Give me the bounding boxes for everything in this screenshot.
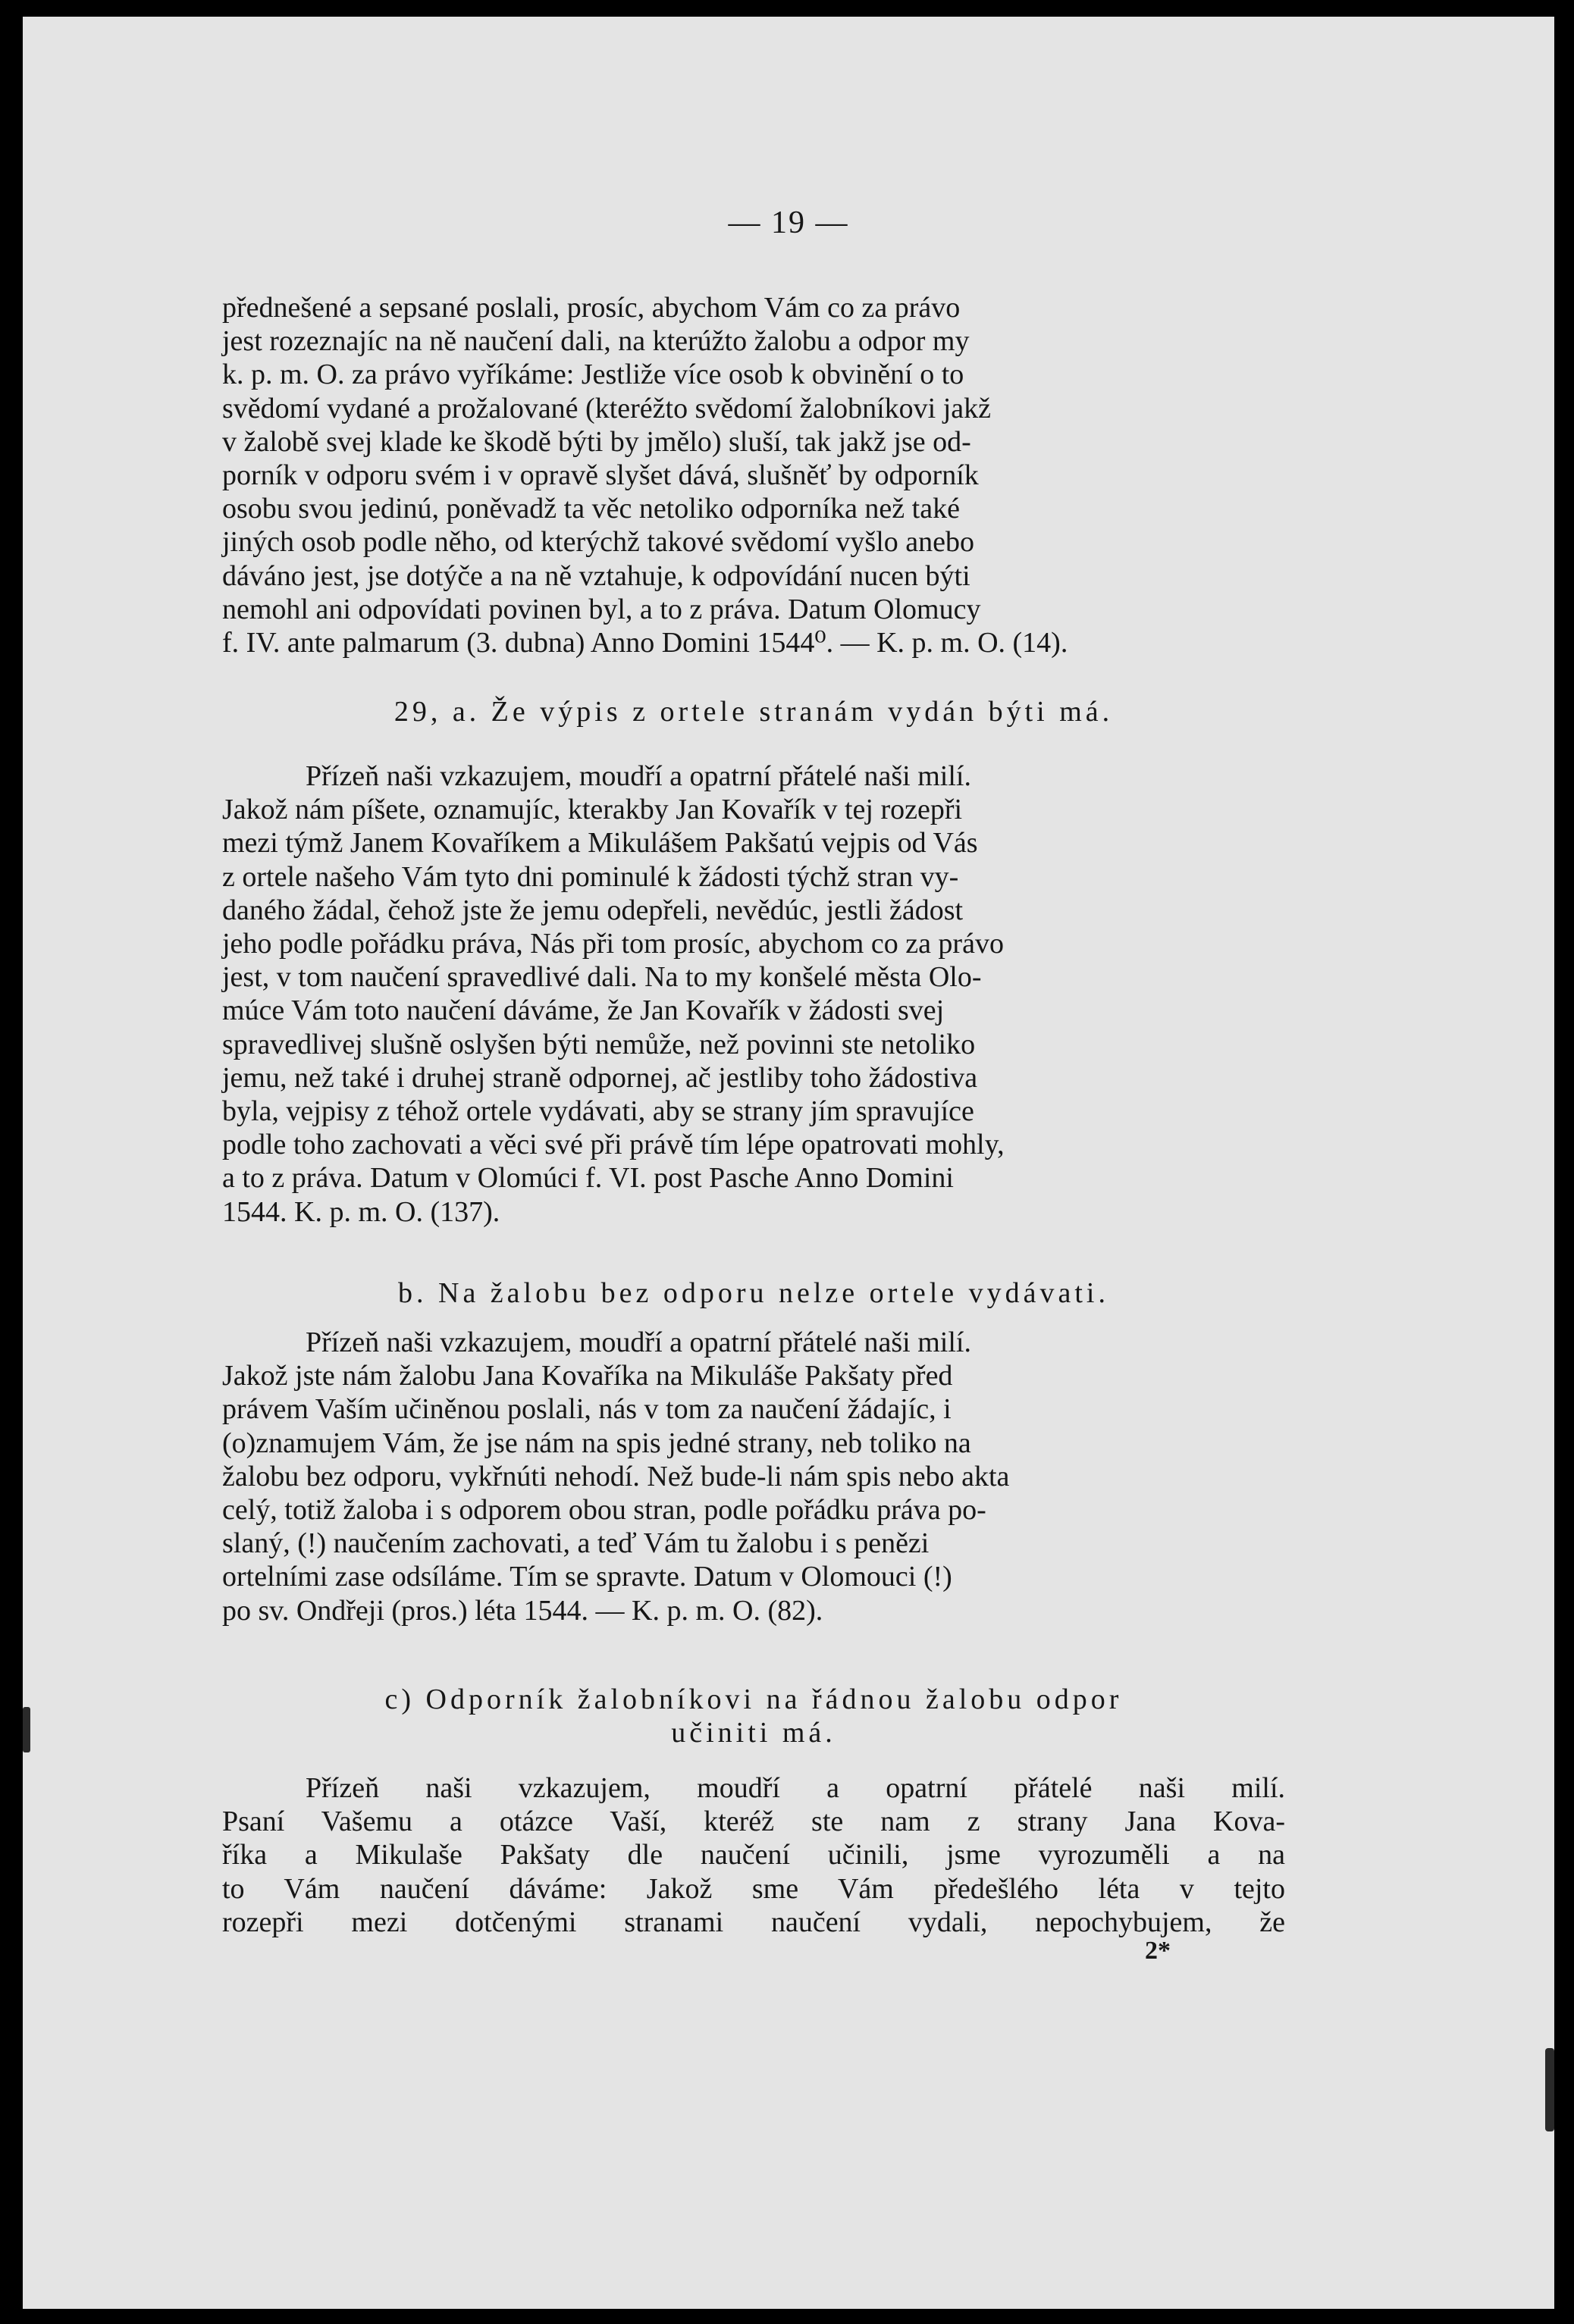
text-line: jest, v tom naučení spravedlivé dali. Na to my konšelé města Olo- <box>222 961 982 994</box>
scan-edge-mark <box>23 1707 30 1752</box>
text-line: celý, totiž žaloba i s odporem obou stran, podle pořádku práva po- <box>222 1494 986 1527</box>
text-line: jeho podle pořádku práva, Nás při tom prosíc, abychom co za právo <box>222 928 1004 960</box>
text-line: říka a Mikulaše Pakšaty dle naučení učinili, jsme vyrozuměli a na <box>222 1839 1285 1871</box>
text-line: Jakož jste nám žalobu Jana Kovaříka na Mikuláše Pakšaty před <box>222 1360 953 1392</box>
text-line: osobu svou jedinú, poněvadž ta věc netoliko odporníka než také <box>222 493 960 525</box>
text-line: právem Vaším učiněnou poslali, nás v tom za naučení žádajíc, i <box>222 1393 952 1426</box>
text-line: a to z práva. Datum v Olomúci f. VI. post Pasche Anno Domini <box>222 1162 954 1195</box>
text-line: 1544. K. p. m. O. (137). <box>222 1195 500 1228</box>
text-line: jest rozeznajíc na ně naučení dali, na kterúžto žalobu a odpor my <box>222 325 970 358</box>
section-c-heading <box>222 1683 1285 1749</box>
text-line: ortelními zase odsíláme. Tím se spravte. Datum v Olomouci (!) <box>222 1561 952 1593</box>
text-line: svědomí vydané a prožalované (kteréžto svědomí žalobníkovi jakž <box>222 392 992 424</box>
text-line: přednešené a sepsané poslali, prosíc, abychom Vám co za právo <box>222 292 961 324</box>
text-line: podle toho zachovati a věci své při právě tím lépe opatrovati mohly, <box>222 1129 1005 1161</box>
text-line: žalobu bez odporu, vykřnúti nehodí. Než bude-li nám spis nebo akta <box>222 1460 1010 1492</box>
text-line: po sv. Ondřeji (pros.) léta 1544. — K. p. m. O. (82). <box>222 1594 823 1627</box>
text-line: k. p. m. O. za právo vyříkáme: Jestliže více osob k obvinění o to <box>222 359 964 391</box>
intro-paragraph <box>222 291 1285 659</box>
text-line: jiných osob podle něho, od kterýchž takové svědomí vyšlo anebo <box>222 526 975 559</box>
text-line: z ortele našeho Vám tyto dni pominulé k žádosti týchž stran vy- <box>222 860 959 893</box>
text-line: spravedlivej slušně oslyšen býti nemůže, než povinni ste netoliko <box>222 1028 976 1060</box>
text-line: f. IV. ante palmarum (3. dubna) Anno Domini 1544⁰. — K. p. m. O. (14). <box>222 627 1068 659</box>
section-a-heading: 29, a. Že výpis z ortele stranám vydán býti má. <box>394 696 1114 728</box>
section-c-paragraph <box>222 1771 1285 1939</box>
text-line: slaný, (!) naučením zachovati, a teď Vám tu žalobu i s penězi <box>222 1527 930 1560</box>
text-line: dáváno jest, jse dotýče a na ně vztahuje, k odpovídání nucen býti <box>222 559 970 592</box>
text-line: daného žádal, čehož jste že jemu odepřeli, nevědúc, jestli žádost <box>222 894 964 926</box>
text-line: rozepři mezi dotčenými stranami naučení vydali, nepochybujem, že <box>222 1906 1285 1938</box>
heading-line: c) Odporník žalobníkovi na řádnou žalobu odpor <box>384 1683 1123 1715</box>
text-line: nemohl ani odpovídati povinen byl, a to z práva. Datum Olomucy <box>222 593 981 625</box>
text-line: Přízeň naši vzkazujem, moudří a opatrní přátelé naši milí. <box>306 1772 1285 1804</box>
text-line: porník v odporu svém i v opravě slyšet dává, slušněť by odporník <box>222 459 979 492</box>
text-line: mezi týmž Janem Kovaříkem a Mikulášem Pakšatú vejpis od Vás <box>222 827 978 860</box>
section-b-paragraph <box>222 1326 1285 1627</box>
text-line: jemu, než také i druhej straně odpornej, ač jestliby toho žádostiva <box>222 1061 978 1094</box>
text-line: Psaní Vašemu a otázce Vaší, kteréž ste nam z strany Jana Kova- <box>222 1806 1285 1838</box>
section-a-paragraph <box>222 760 1285 1229</box>
page-number: — 19 — <box>728 205 849 240</box>
text-line: Přízeň naši vzkazujem, moudří a opatrní přátelé naši milí. <box>306 760 971 792</box>
scan-edge-mark <box>1545 2048 1554 2131</box>
text-line: v žalobě svej klade ke škodě býti by jmělo) sluší, tak jakž jse od- <box>222 425 971 458</box>
text-line: múce Vám toto naučení dáváme, že Jan Kovařík v žádosti svej <box>222 994 945 1027</box>
text-line: to Vám naučení dáváme: Jakož sme Vám předešlého léta v tejto <box>222 1872 1285 1905</box>
text-line: (o)znamujem Vám, že jse nám na spis jedné strany, neb toliko na <box>222 1427 971 1459</box>
section-b-heading: b. Na žalobu bez odporu nelze ortele vydávati. <box>398 1277 1109 1309</box>
signature-mark: 2* <box>1145 1937 1171 1965</box>
text-line: Jakož nám píšete, oznamujíc, kterakby Jan Kovařík v tej rozepři <box>222 794 963 826</box>
book-page <box>23 17 1554 2309</box>
text-line: byla, vejpisy z téhož ortele vydávati, aby se strany jím spravujíce <box>222 1095 974 1128</box>
text-line: Přízeň naši vzkazujem, moudří a opatrní přátelé naši milí. <box>306 1326 971 1358</box>
heading-line: učiniti má. <box>671 1717 836 1749</box>
